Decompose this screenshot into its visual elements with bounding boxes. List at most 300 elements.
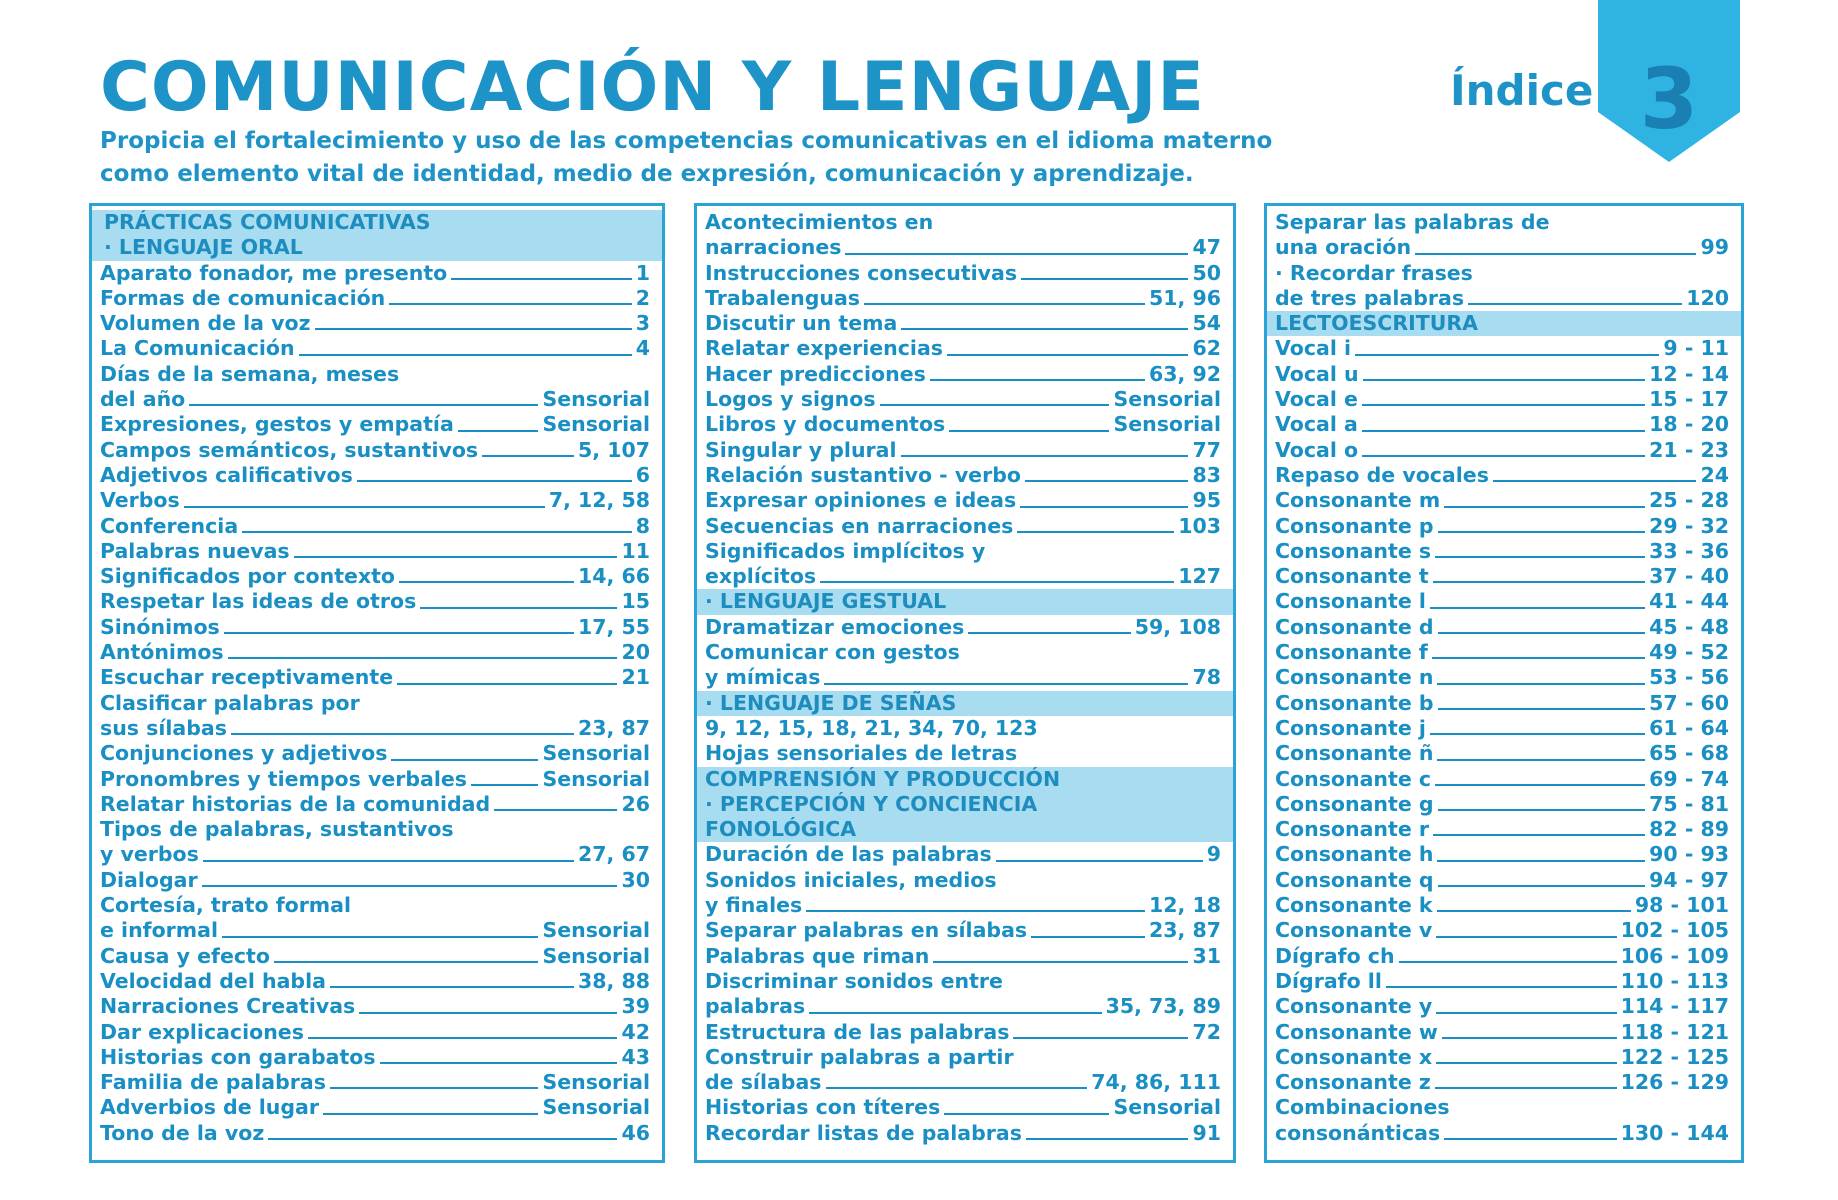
entry-label: Dar explicaciones bbox=[100, 1019, 304, 1044]
page-reference: Sensorial bbox=[542, 1070, 650, 1095]
index-entry bbox=[697, 438, 1233, 463]
index-entry bbox=[697, 665, 1233, 690]
leader-line bbox=[294, 556, 618, 558]
index-entry bbox=[697, 362, 1233, 387]
index-entry bbox=[92, 716, 662, 741]
leader-line bbox=[1021, 278, 1188, 280]
leader-line bbox=[231, 733, 574, 735]
index-entry bbox=[1267, 412, 1741, 437]
index-entry-text bbox=[697, 716, 1233, 741]
leader-line bbox=[1020, 506, 1188, 508]
entry-label: Logos y signos bbox=[705, 387, 876, 412]
page-reference: 91 bbox=[1192, 1120, 1221, 1145]
index-entry bbox=[92, 286, 662, 311]
index-entry bbox=[92, 488, 662, 513]
page-reference: Sensorial bbox=[1113, 387, 1221, 412]
page-reference: 9 bbox=[1206, 842, 1221, 867]
leader-line bbox=[1444, 506, 1645, 508]
entry-label: Vocal o bbox=[1275, 437, 1359, 462]
entry-label: Consonante z bbox=[1275, 1070, 1431, 1095]
section-heading: · LENGUAJE DE SEÑAS bbox=[697, 691, 1233, 716]
entry-label: Dígrafo ll bbox=[1275, 968, 1382, 993]
entry-label: Consonante r bbox=[1275, 817, 1429, 842]
leader-line bbox=[1017, 531, 1174, 533]
entry-label: sus sílabas bbox=[100, 715, 227, 740]
entry-label: Consonante m bbox=[1275, 488, 1441, 513]
entry-label: narraciones bbox=[705, 235, 842, 260]
page-reference: 1 bbox=[635, 260, 650, 285]
index-entry bbox=[92, 842, 662, 867]
index-entry bbox=[697, 944, 1233, 969]
leader-line bbox=[202, 885, 618, 887]
index-entry bbox=[697, 488, 1233, 513]
page-reference: 62 bbox=[1192, 336, 1221, 361]
entry-label: Volumen de la voz bbox=[100, 311, 311, 336]
entry-label: Sinónimos bbox=[100, 614, 220, 639]
leader-line bbox=[1433, 581, 1645, 583]
index-entry bbox=[92, 1070, 662, 1095]
page-reference: Sensorial bbox=[542, 1095, 650, 1120]
entry-label: Separar palabras en sílabas bbox=[705, 918, 1028, 943]
page-reference: 24 bbox=[1700, 462, 1729, 487]
leader-line bbox=[1013, 1037, 1188, 1039]
page-reference: 45 - 48 bbox=[1649, 614, 1729, 639]
index-entry bbox=[1267, 767, 1741, 792]
leader-line bbox=[1031, 936, 1145, 938]
index-entry bbox=[1267, 665, 1741, 690]
index-entry bbox=[1267, 615, 1741, 640]
leader-line bbox=[389, 303, 631, 305]
leader-line bbox=[1362, 404, 1645, 406]
index-entry bbox=[92, 1045, 662, 1070]
page-reference: 120 bbox=[1686, 285, 1729, 310]
page-reference: 23, 87 bbox=[578, 715, 650, 740]
entry-label: Familia de palabras bbox=[100, 1070, 326, 1095]
entry-label: Consonante f bbox=[1275, 640, 1428, 665]
page-reference: 99 bbox=[1700, 235, 1729, 260]
entry-label: Campos semánticos, sustantivos bbox=[100, 437, 479, 462]
entry-label: Recordar listas de palabras bbox=[705, 1120, 1022, 1145]
entry-label: Dramatizar emociones bbox=[705, 614, 965, 639]
index-entry bbox=[1267, 868, 1741, 893]
entry-label: Estructura de las palabras bbox=[705, 1019, 1010, 1044]
entry-label: Consonante t bbox=[1275, 564, 1429, 589]
leader-line bbox=[820, 581, 1174, 583]
leader-line bbox=[357, 480, 632, 482]
page-reference: 102 - 105 bbox=[1620, 918, 1729, 943]
index-entry bbox=[1267, 564, 1741, 589]
page-reference: 35, 73, 89 bbox=[1105, 994, 1221, 1019]
page-reference: 54 bbox=[1192, 311, 1221, 336]
index-entry bbox=[1267, 488, 1741, 513]
entry-label: Narraciones Creativas bbox=[100, 994, 356, 1019]
page-reference: 42 bbox=[621, 1019, 650, 1044]
index-entry bbox=[697, 336, 1233, 361]
page-reference: 11 bbox=[621, 538, 650, 563]
index-entry bbox=[92, 463, 662, 488]
page-reference: 26 bbox=[621, 791, 650, 816]
index-entry bbox=[92, 969, 662, 994]
index-entry-text bbox=[697, 868, 1233, 893]
page-reference: 6 bbox=[635, 462, 650, 487]
page-reference: 83 bbox=[1192, 462, 1221, 487]
index-entry bbox=[1267, 539, 1741, 564]
index-entry bbox=[697, 994, 1233, 1019]
entry-label: Consonante h bbox=[1275, 842, 1434, 867]
page-reference: 21 - 23 bbox=[1649, 437, 1729, 462]
index-entry bbox=[1267, 640, 1741, 665]
page-reference: Sensorial bbox=[1113, 1095, 1221, 1120]
entry-label: Consonante p bbox=[1275, 513, 1434, 538]
leader-line bbox=[809, 1012, 1101, 1014]
entry-label: Clasificar palabras por bbox=[100, 690, 360, 715]
entry-label: Discriminar sonidos entre bbox=[705, 968, 1003, 993]
index-entry bbox=[697, 463, 1233, 488]
leader-line bbox=[1442, 1037, 1617, 1039]
page-reference: 33 - 36 bbox=[1649, 538, 1729, 563]
page-reference: 31 bbox=[1192, 943, 1221, 968]
page-reference: 41 - 44 bbox=[1649, 589, 1729, 614]
entry-label: Relación sustantivo - verbo bbox=[705, 462, 1021, 487]
page-reference: 15 - 17 bbox=[1649, 387, 1729, 412]
leader-line bbox=[451, 278, 632, 280]
page-reference: 118 - 121 bbox=[1620, 1019, 1729, 1044]
leader-line bbox=[1437, 683, 1645, 685]
page-reference: 114 - 117 bbox=[1620, 994, 1729, 1019]
entry-label: Comunicar con gestos bbox=[705, 640, 960, 665]
leader-line bbox=[1437, 860, 1645, 862]
page-reference: 5, 107 bbox=[578, 437, 650, 462]
index-entry bbox=[92, 564, 662, 589]
entry-label: Palabras nuevas bbox=[100, 538, 290, 563]
leader-line bbox=[380, 1062, 618, 1064]
page-reference: 106 - 109 bbox=[1620, 943, 1729, 968]
index-entry bbox=[1267, 994, 1741, 1019]
index-entry-text bbox=[697, 640, 1233, 665]
index-column-2 bbox=[694, 203, 1236, 1163]
page-reference: 90 - 93 bbox=[1649, 842, 1729, 867]
index-entry-text bbox=[697, 210, 1233, 235]
entry-label: Consonante c bbox=[1275, 766, 1432, 791]
index-entry bbox=[697, 1121, 1233, 1146]
entry-label: Causa y efecto bbox=[100, 943, 270, 968]
entry-label: y verbos bbox=[100, 842, 199, 867]
page-reference: 21 bbox=[621, 665, 650, 690]
entry-label: Consonante s bbox=[1275, 538, 1432, 563]
index-entry bbox=[697, 412, 1233, 437]
index-entry bbox=[1267, 286, 1741, 311]
page-reference: 69 - 74 bbox=[1649, 766, 1729, 791]
leader-line bbox=[1430, 733, 1645, 735]
index-entry bbox=[1267, 387, 1741, 412]
leader-line bbox=[1468, 303, 1682, 305]
entry-label: Vocal i bbox=[1275, 336, 1352, 361]
section-heading: · PERCEPCIÓN Y CONCIENCIA bbox=[697, 792, 1233, 817]
index-entry bbox=[697, 918, 1233, 943]
index-entry bbox=[697, 893, 1233, 918]
entry-label: Sonidos iniciales, medios bbox=[705, 867, 997, 892]
index-entry bbox=[697, 286, 1233, 311]
index-entry bbox=[92, 438, 662, 463]
index-entry-text bbox=[697, 1045, 1233, 1070]
leader-line bbox=[824, 683, 1188, 685]
index-entry bbox=[92, 944, 662, 969]
leader-line bbox=[494, 809, 617, 811]
page-reference: 94 - 97 bbox=[1649, 867, 1729, 892]
page-reference: 57 - 60 bbox=[1649, 690, 1729, 715]
index-entry bbox=[697, 311, 1233, 336]
entry-label: Significados implícitos y bbox=[705, 538, 986, 563]
entry-label: Tono de la voz bbox=[100, 1120, 265, 1145]
leader-line bbox=[1386, 986, 1617, 988]
index-entry bbox=[1267, 235, 1741, 260]
index-entry bbox=[697, 615, 1233, 640]
page-reference: 23, 87 bbox=[1149, 918, 1221, 943]
index-entry bbox=[92, 665, 662, 690]
page-reference: 110 - 113 bbox=[1620, 968, 1729, 993]
index-entry bbox=[92, 994, 662, 1019]
page-reference: 12 - 14 bbox=[1649, 361, 1729, 386]
page-reference: 46 bbox=[621, 1120, 650, 1145]
index-entry bbox=[697, 387, 1233, 412]
section-heading: PRÁCTICAS COMUNICATIVAS bbox=[92, 210, 662, 235]
page-reference: 95 bbox=[1192, 488, 1221, 513]
entry-label: Relatar experiencias bbox=[705, 336, 943, 361]
entry-label: Trabalenguas bbox=[705, 285, 861, 310]
index-entry bbox=[92, 539, 662, 564]
page-reference: 39 bbox=[621, 994, 650, 1019]
entry-label: Consonante k bbox=[1275, 893, 1433, 918]
index-label: Índice bbox=[1450, 66, 1594, 115]
page-reference: 4 bbox=[635, 336, 650, 361]
page-reference: 14, 66 bbox=[578, 564, 650, 589]
index-entry bbox=[92, 514, 662, 539]
page-reference: 7, 12, 58 bbox=[548, 488, 650, 513]
entry-label: palabras bbox=[705, 994, 806, 1019]
index-entry-text bbox=[92, 893, 662, 918]
leader-line bbox=[880, 404, 1110, 406]
entry-label: Adjetivos calificativos bbox=[100, 462, 353, 487]
leader-line bbox=[1437, 910, 1631, 912]
page-reference: Sensorial bbox=[542, 918, 650, 943]
index-entry bbox=[92, 868, 662, 893]
index-entry bbox=[92, 261, 662, 286]
leader-line bbox=[1438, 708, 1646, 710]
page-reference: 3 bbox=[635, 311, 650, 336]
entry-label: Expresar opiniones e ideas bbox=[705, 488, 1017, 513]
entry-label: Aparato fonador, me presento bbox=[100, 260, 448, 285]
leader-line bbox=[1436, 1062, 1617, 1064]
entry-label: consonánticas bbox=[1275, 1120, 1441, 1145]
index-entry bbox=[697, 1070, 1233, 1095]
leader-line bbox=[1438, 809, 1646, 811]
entry-label: Vocal e bbox=[1275, 387, 1358, 412]
index-entry-text bbox=[1267, 210, 1741, 235]
leader-line bbox=[203, 860, 574, 862]
leader-line bbox=[397, 683, 617, 685]
page-reference: 20 bbox=[621, 640, 650, 665]
entry-label: Cortesía, trato formal bbox=[100, 893, 352, 918]
index-entry bbox=[1267, 691, 1741, 716]
page-reference: 8 bbox=[635, 513, 650, 538]
page-reference: 12, 18 bbox=[1149, 893, 1221, 918]
entry-label: Consonante l bbox=[1275, 589, 1426, 614]
entry-label: Relatar historias de la comunidad bbox=[100, 791, 491, 816]
page-reference: 77 bbox=[1192, 437, 1221, 462]
entry-label: Días de la semana, meses bbox=[100, 361, 400, 386]
entry-label: Tipos de palabras, sustantivos bbox=[100, 817, 454, 842]
entry-label: Consonante ñ bbox=[1275, 741, 1434, 766]
page-reference: 51, 96 bbox=[1149, 285, 1221, 310]
entry-label: una oración bbox=[1275, 235, 1412, 260]
index-entry bbox=[1267, 1020, 1741, 1045]
entry-label: Consonante g bbox=[1275, 791, 1434, 816]
leader-line bbox=[944, 1113, 1109, 1115]
entry-label: Dígrafo ch bbox=[1275, 943, 1395, 968]
entry-label: Historias con títeres bbox=[705, 1095, 941, 1120]
page-reference: 38, 88 bbox=[578, 968, 650, 993]
index-entry bbox=[92, 1121, 662, 1146]
entry-label: Historias con garabatos bbox=[100, 1044, 376, 1069]
leader-line bbox=[315, 328, 632, 330]
entry-label: Pronombres y tiempos verbales bbox=[100, 766, 467, 791]
page-reference: 74, 86, 111 bbox=[1091, 1070, 1221, 1095]
index-entry bbox=[697, 514, 1233, 539]
page-reference: 27, 67 bbox=[578, 842, 650, 867]
leader-line bbox=[184, 506, 545, 508]
page-reference: 82 - 89 bbox=[1649, 817, 1729, 842]
entry-label: Separar las palabras de bbox=[1275, 210, 1550, 234]
leader-line bbox=[308, 1037, 618, 1039]
page-reference: Sensorial bbox=[542, 412, 650, 437]
leader-line bbox=[274, 961, 539, 963]
leader-line bbox=[806, 910, 1145, 912]
index-entry bbox=[1267, 817, 1741, 842]
page-reference: 59, 108 bbox=[1134, 614, 1221, 639]
page-reference: 37 - 40 bbox=[1649, 564, 1729, 589]
page-reference: 75 - 81 bbox=[1649, 791, 1729, 816]
entry-label: Secuencias en narraciones bbox=[705, 513, 1014, 538]
index-entry bbox=[92, 918, 662, 943]
leader-line bbox=[864, 303, 1145, 305]
index-entry-text bbox=[697, 741, 1233, 766]
entry-label: Velocidad del habla bbox=[100, 968, 326, 993]
index-entry-text bbox=[1267, 261, 1741, 286]
leader-line bbox=[420, 607, 617, 609]
page-reference: 43 bbox=[621, 1044, 650, 1069]
entry-label: explícitos bbox=[705, 564, 817, 589]
entry-label: Discutir un tema bbox=[705, 311, 898, 336]
leader-line bbox=[1355, 354, 1659, 356]
entry-label: Consonante j bbox=[1275, 715, 1426, 740]
index-entry bbox=[1267, 1045, 1741, 1070]
entry-label: Formas de comunicación bbox=[100, 285, 386, 310]
index-entry bbox=[697, 842, 1233, 867]
page-reference: 49 - 52 bbox=[1649, 640, 1729, 665]
entry-label: Conferencia bbox=[100, 513, 239, 538]
leader-line bbox=[845, 253, 1188, 255]
page-reference: 25 - 28 bbox=[1649, 488, 1729, 513]
leader-line bbox=[947, 354, 1188, 356]
leader-line bbox=[330, 986, 574, 988]
index-entry bbox=[92, 615, 662, 640]
leader-line bbox=[1438, 531, 1646, 533]
page-reference: Sensorial bbox=[542, 387, 650, 412]
leader-line bbox=[242, 531, 632, 533]
index-entry bbox=[1267, 842, 1741, 867]
section-heading: COMPRENSIÓN Y PRODUCCIÓN bbox=[697, 767, 1233, 792]
leader-line bbox=[1435, 784, 1645, 786]
leader-line bbox=[1433, 834, 1645, 836]
section-heading: FONOLÓGICA bbox=[697, 817, 1233, 842]
entry-label: Conjunciones y adjetivos bbox=[100, 741, 388, 766]
page-reference: Sensorial bbox=[542, 766, 650, 791]
page-reference: 18 - 20 bbox=[1649, 412, 1729, 437]
page-subtitle: Propicia el fortalecimiento y uso de las competencias comunicativas en el idioma materno como elemento vital de identidad, medio de expresión, comunicación y aprendizaje. bbox=[100, 128, 1273, 187]
entry-label: Consonante d bbox=[1275, 614, 1434, 639]
leader-line bbox=[359, 1012, 617, 1014]
page-reference: 47 bbox=[1192, 235, 1221, 260]
entry-label: Duración de las palabras bbox=[705, 842, 992, 867]
page-reference: 103 bbox=[1178, 513, 1221, 538]
leader-line bbox=[930, 379, 1145, 381]
page-reference: 15 bbox=[621, 589, 650, 614]
leader-line bbox=[471, 784, 538, 786]
entry-label: Construir palabras a partir bbox=[705, 1044, 1014, 1069]
leader-line bbox=[996, 860, 1203, 862]
index-entry bbox=[92, 311, 662, 336]
index-entry-text bbox=[697, 969, 1233, 994]
index-entry bbox=[1267, 918, 1741, 943]
index-entry bbox=[92, 387, 662, 412]
entry-label: Acontecimientos en bbox=[705, 210, 934, 234]
leader-line bbox=[1026, 1138, 1189, 1140]
leader-line bbox=[1432, 657, 1645, 659]
entry-label: · Recordar frases bbox=[1275, 260, 1473, 285]
entry-label: Repaso de vocales bbox=[1275, 462, 1489, 487]
entry-label: Verbos bbox=[100, 488, 180, 513]
page-title: COMUNICACIÓN Y LENGUAJE bbox=[100, 48, 1205, 127]
index-entry-text bbox=[92, 691, 662, 716]
leader-line bbox=[1362, 430, 1645, 432]
page-reference: 98 - 101 bbox=[1634, 893, 1729, 918]
page-reference: Sensorial bbox=[542, 943, 650, 968]
leader-line bbox=[1363, 379, 1646, 381]
entry-label: Consonante q bbox=[1275, 867, 1434, 892]
leader-line bbox=[901, 455, 1189, 457]
index-entry bbox=[1267, 944, 1741, 969]
leader-line bbox=[1435, 1087, 1617, 1089]
section-heading: LECTOESCRITURA bbox=[1267, 311, 1741, 336]
page-reference: 72 bbox=[1192, 1019, 1221, 1044]
page-reference: 78 bbox=[1192, 665, 1221, 690]
entry-label: y finales bbox=[705, 893, 803, 918]
entry-label: Consonante b bbox=[1275, 690, 1434, 715]
leader-line bbox=[933, 961, 1188, 963]
index-entry bbox=[1267, 716, 1741, 741]
entry-label: Hacer predicciones bbox=[705, 361, 926, 386]
index-column-1 bbox=[89, 203, 665, 1163]
entry-label: Libros y documentos bbox=[705, 412, 946, 437]
index-entry bbox=[1267, 1121, 1741, 1146]
page-reference: 122 - 125 bbox=[1620, 1044, 1729, 1069]
leader-line bbox=[1436, 1012, 1616, 1014]
page-reference: Sensorial bbox=[1113, 412, 1221, 437]
page-reference: 130 - 144 bbox=[1620, 1120, 1729, 1145]
index-entry bbox=[1267, 589, 1741, 614]
leader-line bbox=[968, 632, 1130, 634]
index-ribbon bbox=[1598, 0, 1740, 162]
